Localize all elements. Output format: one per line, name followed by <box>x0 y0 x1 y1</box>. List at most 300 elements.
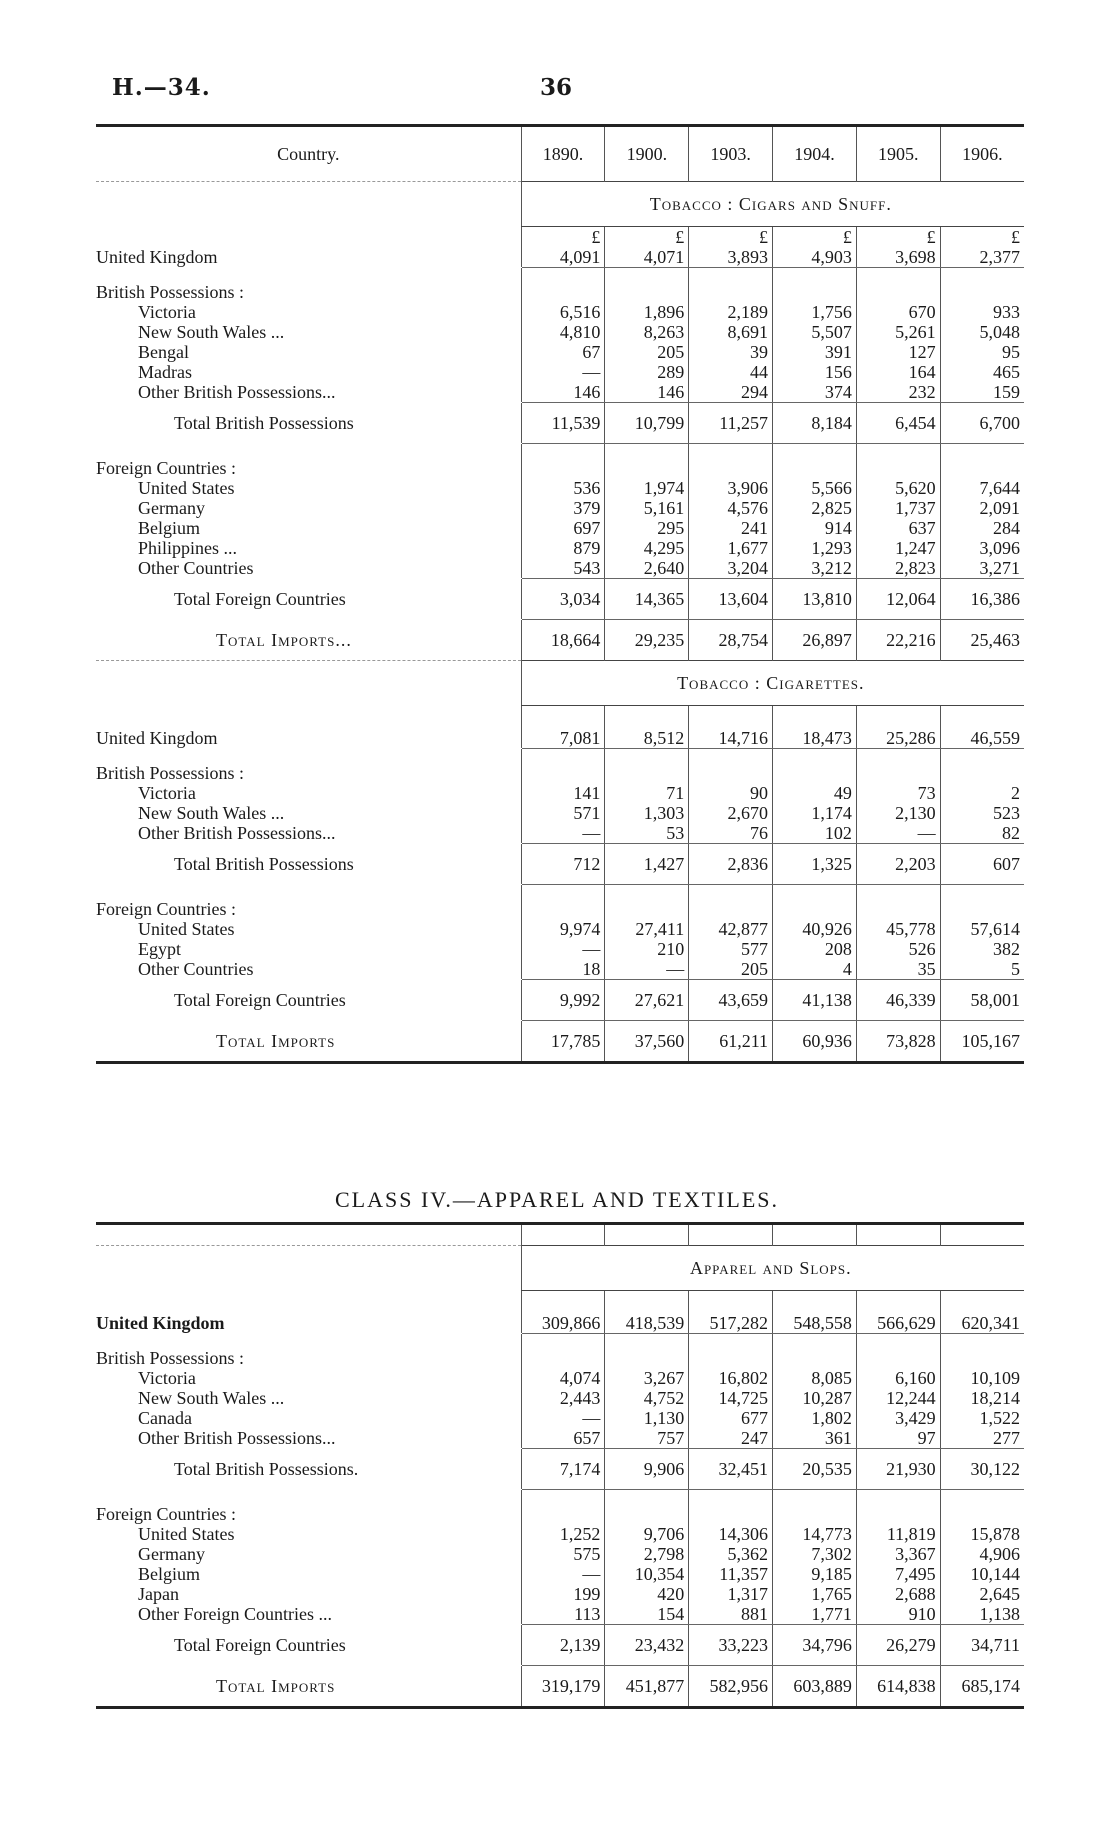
total-foreign-row-value: 13,810 <box>773 579 857 620</box>
british-possession-row-value: 67 <box>521 342 605 362</box>
foreign-country-row <box>96 939 1024 959</box>
spacer-cell <box>521 749 605 764</box>
foreign-country-row-value: 1,293 <box>773 538 857 558</box>
foreign-country-row-value: 4,906 <box>940 1544 1024 1564</box>
foreign-country-row-value: 5,161 <box>605 498 689 518</box>
total-foreign-row-value: 34,796 <box>773 1625 857 1666</box>
spacer-cell <box>689 1334 773 1349</box>
spacer-cell <box>856 899 940 919</box>
spacer-cell <box>940 763 1024 783</box>
foreign-country-row-value: 241 <box>689 518 773 538</box>
foreign-country-row-value: — <box>521 939 605 959</box>
total-imports-row <box>96 620 1024 661</box>
british-possession-row-value: 10,109 <box>940 1368 1024 1388</box>
foreign-countries-heading <box>96 458 1024 478</box>
british-possession-row-label: Victoria <box>138 783 196 803</box>
spacer-cell <box>689 763 773 783</box>
foreign-country-row-value: 1,677 <box>689 538 773 558</box>
united-kingdom-row <box>96 728 1024 749</box>
british-possession-row-value: 2,670 <box>689 803 773 823</box>
spacer-cell <box>773 706 857 729</box>
spacer-cell <box>605 885 689 900</box>
spacer-cell <box>605 706 689 729</box>
foreign-country-row-value: — <box>521 1564 605 1584</box>
spacer-cell <box>856 1291 940 1314</box>
spacer-cell <box>856 763 940 783</box>
british-possession-row-value: 1,130 <box>605 1408 689 1428</box>
spacer-cell <box>521 899 605 919</box>
foreign-country-row-value: 11,819 <box>856 1524 940 1544</box>
spacer-cell <box>856 444 940 459</box>
spacer-cell <box>773 1334 857 1349</box>
spacer-cell <box>96 1246 521 1291</box>
year-column-header: 1903. <box>689 126 773 182</box>
british-possession-row-value: 2,130 <box>856 803 940 823</box>
spacer-cell <box>605 1348 689 1368</box>
spacer-cell <box>96 182 521 227</box>
spacer-cell <box>773 763 857 783</box>
british-possession-row-value: 156 <box>773 362 857 382</box>
spacer-cell <box>689 1504 773 1524</box>
total-foreign-row-value: 13,604 <box>689 579 773 620</box>
foreign-country-row-value: 3,212 <box>773 558 857 579</box>
foreign-country-row-value: 2,798 <box>605 1544 689 1564</box>
total-imports-row-value: 105,167 <box>940 1021 1024 1063</box>
spacer-cell <box>856 885 940 900</box>
foreign-country-row-value: 113 <box>521 1604 605 1625</box>
foreign-country-row <box>96 1544 1024 1564</box>
total-british-row-value: 607 <box>940 844 1024 885</box>
spacer-cell <box>856 268 940 283</box>
spacer-cell <box>689 749 773 764</box>
total-imports-row-value: 614,838 <box>856 1666 940 1708</box>
spacer-cell <box>773 1224 857 1246</box>
foreign-country-row <box>96 558 1024 579</box>
spacer-cell <box>940 1334 1024 1349</box>
british-possession-row-value: 657 <box>521 1428 605 1449</box>
spacer-cell <box>605 1490 689 1505</box>
british-possession-row-value: 571 <box>521 803 605 823</box>
total-foreign-row-value: 33,223 <box>689 1625 773 1666</box>
spacer-cell <box>605 1504 689 1524</box>
foreign-country-row-value: 2,645 <box>940 1584 1024 1604</box>
united-kingdom-row-value: 46,559 <box>940 728 1024 749</box>
united-kingdom-row-value: 3,893 <box>689 247 773 268</box>
foreign-country-row-value: 7,495 <box>856 1564 940 1584</box>
british-possession-row-value: 374 <box>773 382 857 403</box>
spacer-cell <box>940 268 1024 283</box>
spacer-cell <box>856 282 940 302</box>
total-british-row <box>96 1449 1024 1490</box>
total-british-row-value: 2,203 <box>856 844 940 885</box>
british-possession-row-label: Other British Possessions... <box>138 382 336 402</box>
foreign-country-row-value: 3,204 <box>689 558 773 579</box>
foreign-country-row-value: 637 <box>856 518 940 538</box>
spacer-cell <box>96 1334 521 1349</box>
british-possession-row-value: 1,756 <box>773 302 857 322</box>
total-imports-row-label: Total Imports <box>96 1021 521 1063</box>
total-imports-row-value: 451,877 <box>605 1666 689 1708</box>
british-possession-row-value: 1,174 <box>773 803 857 823</box>
spacer-cell <box>96 661 521 706</box>
total-imports-row <box>96 1666 1024 1708</box>
total-british-row-value: 712 <box>521 844 605 885</box>
british-possession-row-value: 5,261 <box>856 322 940 342</box>
foreign-country-row-value: 27,411 <box>605 919 689 939</box>
british-possession-row-value: 205 <box>605 342 689 362</box>
british-possession-row-value: 1,802 <box>773 1408 857 1428</box>
total-british-row-value: 6,700 <box>940 403 1024 444</box>
foreign-country-row-value: 10,354 <box>605 1564 689 1584</box>
foreign-country-row-value: 1,138 <box>940 1604 1024 1625</box>
british-possession-row-value: — <box>521 823 605 844</box>
country-column-header: Country. <box>96 126 521 182</box>
foreign-country-row-value: 18 <box>521 959 605 980</box>
british-possession-row-value: 3,267 <box>605 1368 689 1388</box>
spacer-cell <box>689 282 773 302</box>
total-imports-row-value: 28,754 <box>689 620 773 661</box>
total-foreign-row-value: 34,711 <box>940 1625 1024 1666</box>
total-imports-row-value: 73,828 <box>856 1021 940 1063</box>
british-possession-row-value: 1,896 <box>605 302 689 322</box>
united-kingdom-row-value: 8,512 <box>605 728 689 749</box>
british-possession-row-value: — <box>856 823 940 844</box>
foreign-country-row-value: 1,974 <box>605 478 689 498</box>
british-possession-row-value: 391 <box>773 342 857 362</box>
spacer-row <box>96 706 1024 729</box>
spacer-cell <box>689 268 773 283</box>
spacer-cell <box>521 458 605 478</box>
british-possession-row-value: 289 <box>605 362 689 382</box>
foreign-country-row <box>96 518 1024 538</box>
spacer-cell <box>605 458 689 478</box>
british-possession-row <box>96 342 1024 362</box>
foreign-country-row-value: 11,357 <box>689 1564 773 1584</box>
total-imports-row <box>96 1021 1024 1063</box>
unit-symbol: £ <box>773 227 857 248</box>
spacer-cell <box>940 1224 1024 1246</box>
spacer-row <box>96 268 1024 283</box>
spacer-cell <box>940 444 1024 459</box>
total-foreign-row-label: Total Foreign Countries <box>174 1635 346 1655</box>
year-column-header: 1905. <box>856 126 940 182</box>
foreign-country-row-value: 199 <box>521 1584 605 1604</box>
foreign-country-row-value: 210 <box>605 939 689 959</box>
foreign-country-row-value: 15,878 <box>940 1524 1024 1544</box>
spacer-cell <box>96 885 521 900</box>
foreign-country-row-value: 1,765 <box>773 1584 857 1604</box>
spacer-row <box>96 1490 1024 1505</box>
total-british-row-value: 30,122 <box>940 1449 1024 1490</box>
total-british-row-value: 11,539 <box>521 403 605 444</box>
unit-symbol: £ <box>856 227 940 248</box>
total-foreign-row-value: 27,621 <box>605 980 689 1021</box>
british-possession-row-value: 4,074 <box>521 1368 605 1388</box>
british-possession-row <box>96 362 1024 382</box>
section-title-row <box>96 661 1024 706</box>
foreign-country-row <box>96 498 1024 518</box>
apparel-table <box>96 1222 1024 1709</box>
total-british-row-value: 21,930 <box>856 1449 940 1490</box>
british-possession-row-value: 4,810 <box>521 322 605 342</box>
spacer-cell <box>605 1334 689 1349</box>
united-kingdom-row-value: 4,071 <box>605 247 689 268</box>
british-possession-row-value: 18,214 <box>940 1388 1024 1408</box>
foreign-country-row-value: 4,576 <box>689 498 773 518</box>
spacer-cell <box>940 749 1024 764</box>
spacer-cell <box>521 1291 605 1314</box>
british-possession-row-value: 71 <box>605 783 689 803</box>
british-possession-row-value: 44 <box>689 362 773 382</box>
british-possession-row <box>96 1368 1024 1388</box>
foreign-country-row-value: 881 <box>689 1604 773 1625</box>
spacer-cell <box>96 268 521 283</box>
foreign-country-row-value: 697 <box>521 518 605 538</box>
spacer-cell <box>605 1291 689 1314</box>
total-foreign-row <box>96 1625 1024 1666</box>
british-possession-row-value: 933 <box>940 302 1024 322</box>
foreign-country-row-value: 914 <box>773 518 857 538</box>
british-possession-row <box>96 783 1024 803</box>
year-column-header: 1890. <box>521 126 605 182</box>
british-possession-row-value: 159 <box>940 382 1024 403</box>
total-british-row-value: 1,427 <box>605 844 689 885</box>
spacer-cell <box>689 1291 773 1314</box>
total-british-row-value: 20,535 <box>773 1449 857 1490</box>
foreign-country-row-label: Germany <box>138 1544 205 1564</box>
total-foreign-row-value: 23,432 <box>605 1625 689 1666</box>
spacer-cell <box>605 749 689 764</box>
total-imports-row-value: 22,216 <box>856 620 940 661</box>
total-british-row-label: Total British Possessions. <box>174 1459 359 1479</box>
spacer-cell <box>96 444 521 459</box>
total-british-row-value: 9,906 <box>605 1449 689 1490</box>
foreign-country-row <box>96 478 1024 498</box>
british-possession-row-value: 757 <box>605 1428 689 1449</box>
british-possession-row-value: 277 <box>940 1428 1024 1449</box>
foreign-country-row-value: 5,566 <box>773 478 857 498</box>
total-imports-row-value: 60,936 <box>773 1021 857 1063</box>
spacer-cell <box>605 763 689 783</box>
foreign-country-row-value: 9,974 <box>521 919 605 939</box>
british-possession-row-value: 16,802 <box>689 1368 773 1388</box>
foreign-country-row-value: 1,247 <box>856 538 940 558</box>
spacer-cell <box>773 458 857 478</box>
foreign-country-row-label: Germany <box>138 498 205 518</box>
total-british-row-label: Total British Possessions <box>174 854 354 874</box>
spacer-cell <box>689 444 773 459</box>
total-british-row-label: Total British Possessions <box>174 413 354 433</box>
spacer-cell <box>773 749 857 764</box>
british-possession-row-label: Canada <box>138 1408 192 1428</box>
foreign-country-row <box>96 1584 1024 1604</box>
spacer-cell <box>521 1224 605 1246</box>
british-possession-row-value: 8,085 <box>773 1368 857 1388</box>
foreign-country-row-value: 420 <box>605 1584 689 1604</box>
foreign-country-row-label: Other Foreign Countries ... <box>138 1604 332 1624</box>
spacer-cell <box>521 1504 605 1524</box>
foreign-country-row-value: 1,252 <box>521 1524 605 1544</box>
section-title-row <box>96 182 1024 227</box>
spacer-cell <box>856 1224 940 1246</box>
british-possession-row <box>96 382 1024 403</box>
foreign-country-row-value: 2,823 <box>856 558 940 579</box>
total-imports-row-value: 25,463 <box>940 620 1024 661</box>
british-possession-row-value: 82 <box>940 823 1024 844</box>
unit-symbol: £ <box>521 227 605 248</box>
foreign-country-row-value: 45,778 <box>856 919 940 939</box>
spacer-cell <box>940 1490 1024 1505</box>
foreign-country-row-label: United States <box>138 919 235 939</box>
british-possession-row <box>96 1428 1024 1449</box>
spacer-cell <box>856 1490 940 1505</box>
spacer-cell <box>521 282 605 302</box>
document-reference: H.—34. <box>112 74 211 101</box>
foreign-country-row-value: 205 <box>689 959 773 980</box>
british-possession-row-value: 146 <box>521 382 605 403</box>
spacer-cell <box>689 1348 773 1368</box>
foreign-country-row-value: 42,877 <box>689 919 773 939</box>
spacer-cell <box>940 899 1024 919</box>
foreign-country-row-label: United States <box>138 1524 235 1544</box>
spacer-cell <box>605 268 689 283</box>
united-kingdom-row-value: 4,903 <box>773 247 857 268</box>
spacer-cell <box>96 227 521 248</box>
foreign-country-row <box>96 538 1024 558</box>
foreign-country-row-value: 208 <box>773 939 857 959</box>
british-possession-row <box>96 322 1024 342</box>
spacer-cell <box>689 885 773 900</box>
spacer-cell <box>940 458 1024 478</box>
british-possession-row <box>96 823 1024 844</box>
total-imports-row-value: 29,235 <box>605 620 689 661</box>
british-possession-row-value: 8,691 <box>689 322 773 342</box>
year-column-header: 1906. <box>940 126 1024 182</box>
british-possession-row-value: 146 <box>605 382 689 403</box>
foreign-country-row <box>96 959 1024 980</box>
british-possession-row <box>96 803 1024 823</box>
total-imports-row-value: 582,956 <box>689 1666 773 1708</box>
total-british-row-value: 8,184 <box>773 403 857 444</box>
total-foreign-row-value: 43,659 <box>689 980 773 1021</box>
column-header-row <box>96 126 1024 182</box>
spacer-cell <box>96 1291 521 1314</box>
british-possession-row-value: 73 <box>856 783 940 803</box>
foreign-countries-heading <box>96 899 1024 919</box>
total-british-row-value: 6,454 <box>856 403 940 444</box>
table-top-rule <box>96 1224 1024 1246</box>
section-title: Apparel and Slops. <box>521 1246 1024 1291</box>
spacer-cell <box>689 1490 773 1505</box>
total-british-row-value: 10,799 <box>605 403 689 444</box>
spacer-row <box>96 1291 1024 1314</box>
spacer-cell <box>773 885 857 900</box>
spacer-cell <box>773 282 857 302</box>
spacer-cell <box>856 1348 940 1368</box>
british-possession-row-value: 2 <box>940 783 1024 803</box>
foreign-country-row-value: 2,640 <box>605 558 689 579</box>
british-possession-row-label: New South Wales ... <box>138 1388 285 1408</box>
british-possessions-heading <box>96 1348 1024 1368</box>
spacer-cell <box>521 1348 605 1368</box>
spacer-cell <box>940 1291 1024 1314</box>
british-possessions-heading-label: British Possessions : <box>96 282 245 302</box>
british-possession-row-value: 164 <box>856 362 940 382</box>
total-foreign-row-value: 58,001 <box>940 980 1024 1021</box>
spacer-cell <box>773 1504 857 1524</box>
united-kingdom-row-label: United Kingdom <box>96 247 218 267</box>
british-possession-row-value: 523 <box>940 803 1024 823</box>
class-title: CLASS IV.—APPAREL AND TEXTILES. <box>334 1187 779 1212</box>
british-possession-row-value: 12,244 <box>856 1388 940 1408</box>
spacer-cell <box>940 706 1024 729</box>
foreign-country-row-value: 9,706 <box>605 1524 689 1544</box>
spacer-cell <box>940 885 1024 900</box>
british-possession-row-value: 361 <box>773 1428 857 1449</box>
foreign-country-row-value: 3,271 <box>940 558 1024 579</box>
united-kingdom-row-value: 566,629 <box>856 1313 940 1334</box>
spacer-cell <box>605 444 689 459</box>
british-possession-row-value: 670 <box>856 302 940 322</box>
total-imports-row-value: 685,174 <box>940 1666 1024 1708</box>
british-possession-row-value: 127 <box>856 342 940 362</box>
total-foreign-row <box>96 579 1024 620</box>
british-possession-row-label: Other British Possessions... <box>138 823 336 843</box>
spacer-cell <box>773 899 857 919</box>
total-imports-row-label: Total Imports <box>96 1666 521 1708</box>
united-kingdom-row-value: 25,286 <box>856 728 940 749</box>
united-kingdom-row <box>96 247 1024 268</box>
british-possession-row-label: Victoria <box>138 302 196 322</box>
total-foreign-row-value: 41,138 <box>773 980 857 1021</box>
spacer-cell <box>773 268 857 283</box>
page-number: 36 <box>540 74 573 101</box>
spacer-cell <box>773 1490 857 1505</box>
spacer-cell <box>521 1490 605 1505</box>
total-imports-row-value: 319,179 <box>521 1666 605 1708</box>
foreign-country-row-value: 7,302 <box>773 1544 857 1564</box>
united-kingdom-row-value: 14,716 <box>689 728 773 749</box>
spacer-cell <box>689 899 773 919</box>
foreign-country-row-value: 154 <box>605 1604 689 1625</box>
spacer-cell <box>689 458 773 478</box>
total-imports-row-value: 18,664 <box>521 620 605 661</box>
british-possession-row-value: 49 <box>773 783 857 803</box>
british-possession-row-value: 465 <box>940 362 1024 382</box>
spacer-cell <box>521 706 605 729</box>
spacer-cell <box>96 1490 521 1505</box>
foreign-country-row <box>96 1604 1024 1625</box>
spacer-cell <box>96 749 521 764</box>
united-kingdom-row <box>96 1313 1024 1334</box>
unit-symbol: £ <box>689 227 773 248</box>
spacer-cell <box>856 1504 940 1524</box>
british-possession-row-label: New South Wales ... <box>138 803 285 823</box>
foreign-country-row-value: 2,688 <box>856 1584 940 1604</box>
spacer-cell <box>773 444 857 459</box>
foreign-country-row-label: Other Countries <box>138 558 254 578</box>
foreign-countries-heading <box>96 1504 1024 1524</box>
total-imports-row-value: 17,785 <box>521 1021 605 1063</box>
foreign-country-row-value: 5,362 <box>689 1544 773 1564</box>
british-possession-row-value: 90 <box>689 783 773 803</box>
spacer-cell <box>856 1334 940 1349</box>
british-possession-row-label: Bengal <box>138 342 189 362</box>
british-possession-row-value: 232 <box>856 382 940 403</box>
foreign-country-row-value: 382 <box>940 939 1024 959</box>
total-foreign-row <box>96 980 1024 1021</box>
foreign-country-row-value: 1,737 <box>856 498 940 518</box>
